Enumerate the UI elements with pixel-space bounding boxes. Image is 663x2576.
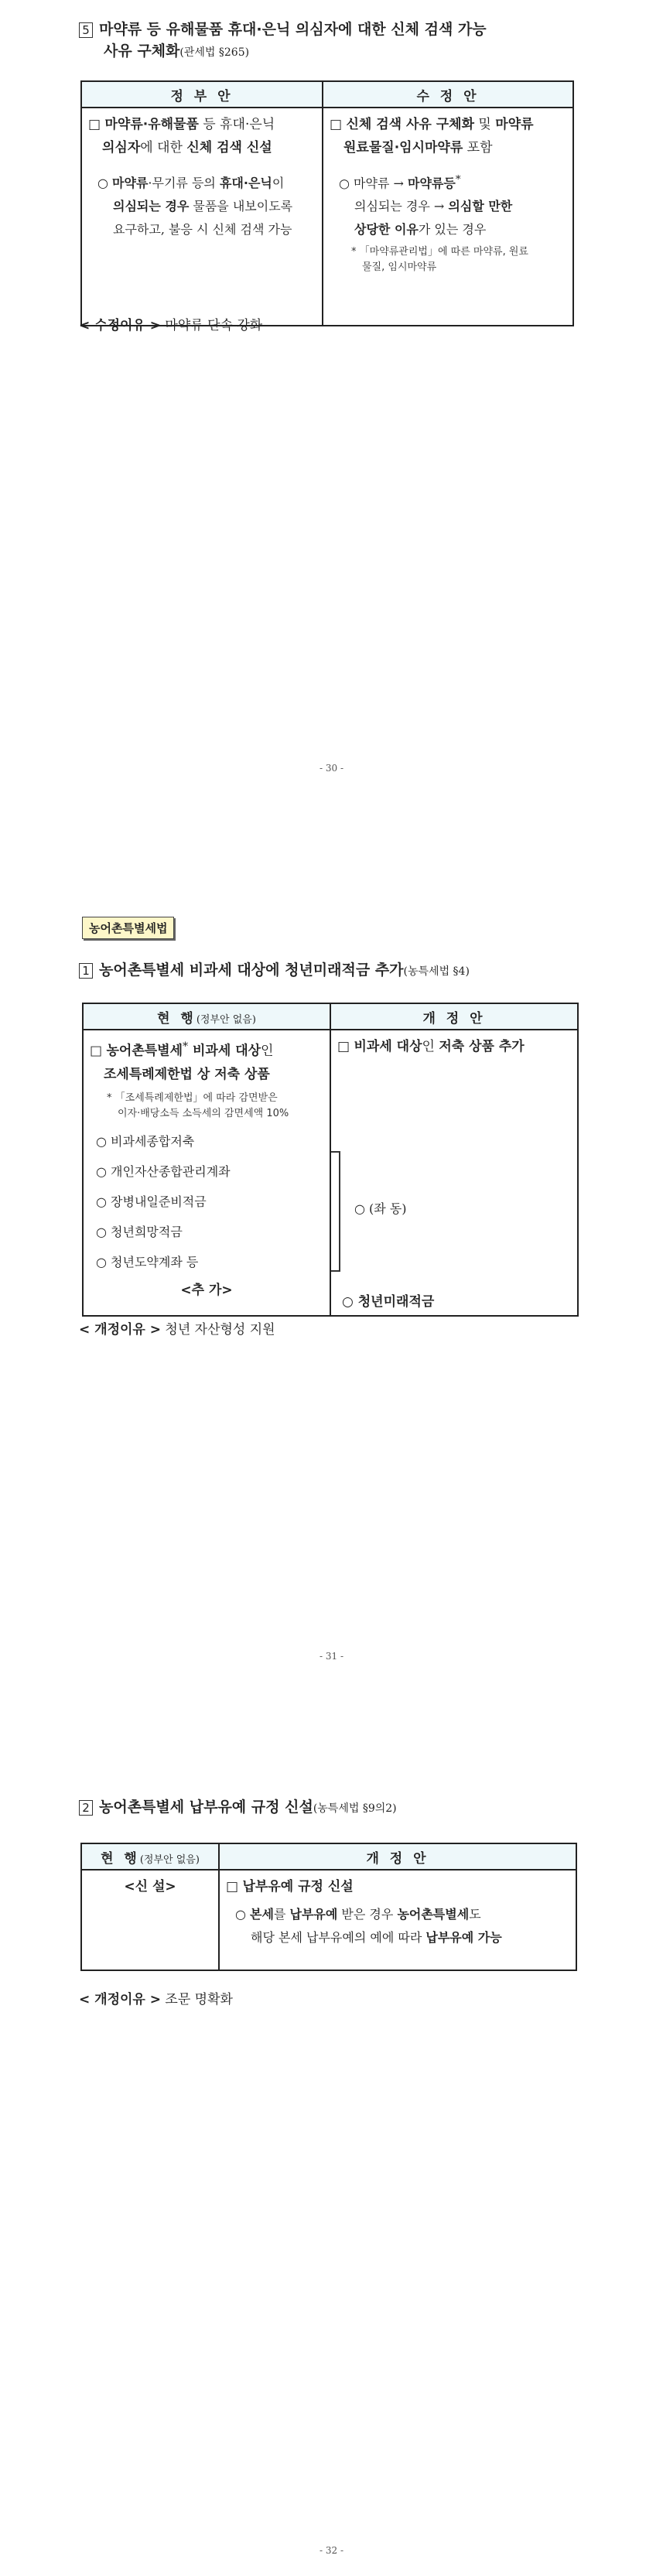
text: 농어촌특별세 <box>397 1907 470 1922</box>
header-text: 현 행 <box>101 1850 140 1867</box>
reason-text: 조문 명확화 <box>165 1992 233 2007</box>
bullet: ○ <box>235 1907 251 1922</box>
header-sub: (정부안 없음) <box>139 1853 200 1866</box>
footnote-text: * 「조세특례제한법」에 따라 감면받은 <box>107 1092 278 1104</box>
page-number: - 32 - <box>319 2545 343 2556</box>
text: 의심되는 경우 <box>113 199 190 214</box>
text: 가 있는 경우 <box>418 222 487 237</box>
text: 마약류·유해물품 <box>104 117 199 132</box>
text: 납부유예 <box>289 1907 338 1922</box>
new-item: ○ 청년미래적금 <box>342 1294 435 1310</box>
bullet: □ <box>226 1879 243 1894</box>
bullet: ○ <box>97 176 113 190</box>
page-number: - 31 - <box>319 1651 343 1662</box>
column-header-amend: 수 정 안 <box>323 81 573 108</box>
text: 농어촌특별세 <box>106 1043 183 1059</box>
section-2-title <box>79 1796 397 1819</box>
text: 조세특례제한법 상 저축 상품 <box>104 1066 270 1082</box>
section-number: 1 <box>79 963 93 979</box>
list-item: ○ 비과세종합저축 <box>96 1133 195 1149</box>
column-header-gov: 정 부 안 <box>81 81 323 108</box>
text: 이 <box>272 176 285 190</box>
law-citation: (농특세법 §4) <box>403 965 470 978</box>
list-item: ○ 청년도약계좌 등 <box>96 1254 199 1269</box>
bullet: □ <box>88 117 105 132</box>
bullet: □ <box>330 117 347 132</box>
text: 의심자 <box>102 140 141 155</box>
new-provision-marker: <신 설> <box>124 1879 176 1894</box>
text: 인 <box>261 1043 274 1059</box>
header-sub: (정부안 없음) <box>196 1013 256 1026</box>
page-number: - 30 - <box>319 763 343 774</box>
text: ○ 마약류 → <box>339 176 408 191</box>
column-header-current <box>81 1843 219 1870</box>
text: 도 <box>469 1907 481 1922</box>
revision-reason-s5 <box>79 316 262 336</box>
footnote-text: 물질, 임시마약류 <box>362 261 437 274</box>
section-1-title <box>79 959 470 982</box>
column-header-amend: 개 정 안 <box>219 1843 576 1870</box>
text: 해당 본세 납부유예의 예에 따라 <box>251 1930 426 1945</box>
list-item: ○ 개인자산종합관리계좌 <box>96 1163 231 1179</box>
text: 를 <box>273 1907 290 1922</box>
comparison-table-s1 <box>82 1003 579 1317</box>
header-text: 현 행 <box>157 1010 197 1027</box>
text: 물품을 내보이도록 <box>189 199 293 214</box>
same-as-left: ○ (좌 동) <box>354 1201 407 1216</box>
text: 상당한 이유 <box>354 222 419 237</box>
title-line-2: 사유 구체화 <box>104 43 180 60</box>
text: 비과세 대상 <box>354 1039 422 1054</box>
revision-reason-s1 <box>79 1320 275 1340</box>
text: 마약류등 <box>408 176 456 191</box>
text: 휴대·은닉 <box>219 176 272 190</box>
reason-label: < 수정이유 > <box>79 318 162 333</box>
text: 마약류 <box>112 176 149 190</box>
list-item: ○ 장병내일준비적금 <box>96 1194 207 1209</box>
bracket-shape <box>331 1151 340 1272</box>
text: 납부유예 규정 신설 <box>242 1879 354 1894</box>
text: 마약류 <box>495 117 534 132</box>
text: 에 대한 <box>140 140 187 155</box>
text: 저축 상품 추가 <box>439 1039 525 1054</box>
comparison-table-s5 <box>80 80 574 326</box>
reason-text: 청년 자산형성 지원 <box>165 1322 275 1338</box>
column-header-amend: 개 정 안 <box>330 1003 578 1030</box>
text: 포함 <box>463 140 493 155</box>
reason-text: 마약류 단속 강화 <box>165 318 263 333</box>
title-text: 농어촌특별세 납부유예 규정 신설 <box>99 1799 313 1816</box>
title-line-1: 마약류 등 유해물품 휴대·은닉 의심자에 대한 신체 검색 가능 <box>99 21 487 38</box>
footnote-mark: * <box>455 174 461 186</box>
text: 등 휴대·은닉 <box>198 117 275 132</box>
law-tag: 농어촌특별세법 <box>82 917 174 939</box>
section-number: 2 <box>79 1800 93 1816</box>
bullet: □ <box>90 1043 107 1059</box>
text: 신체 검색 신설 <box>186 140 272 155</box>
addition-marker: <추 가> <box>180 1282 233 1298</box>
revision-reason-s2 <box>79 1990 233 2010</box>
law-citation: (농특세법 §9의2) <box>313 1802 397 1815</box>
section-5-title <box>79 19 582 63</box>
current-law-cell <box>83 1030 330 1316</box>
text: 받은 경우 <box>337 1907 398 1922</box>
section-number: 5 <box>79 22 93 38</box>
text: 비과세 대상 <box>188 1043 261 1059</box>
text: 의심할 만한 <box>448 199 513 214</box>
comparison-table-s2 <box>80 1843 577 1971</box>
amendment-cell <box>323 108 573 326</box>
list-item: ○ 청년희망적금 <box>96 1224 183 1239</box>
text: 원료물질·임시마약류 <box>343 140 463 155</box>
bullet: □ <box>337 1039 354 1054</box>
amendment-cell <box>330 1030 578 1316</box>
amendment-cell <box>219 1870 576 1970</box>
reason-label: < 개정이유 > <box>79 1322 162 1338</box>
text: 납부유예 가능 <box>425 1930 502 1945</box>
text: 요구하고, 불응 시 신체 검색 가능 <box>113 222 292 237</box>
text: 인 <box>422 1039 439 1054</box>
text: 신체 검색 사유 구체화 <box>346 117 475 132</box>
column-header-current <box>83 1003 330 1030</box>
footnote-mark: * <box>183 1040 189 1053</box>
text: 의심되는 경우 → <box>354 199 449 214</box>
current-law-cell <box>81 1870 219 1970</box>
law-citation: (관세법 §265) <box>179 46 250 59</box>
footnote-text: 이자·배당소득 소득세의 감면세액 10% <box>118 1107 289 1119</box>
gov-proposal-cell <box>81 108 323 326</box>
text: ·무기류 등의 <box>148 176 220 190</box>
text: 및 <box>474 117 496 132</box>
reason-label: < 개정이유 > <box>79 1992 162 2007</box>
text: 본세 <box>250 1907 274 1922</box>
title-text: 농어촌특별세 비과세 대상에 청년미래적금 추가 <box>99 962 404 979</box>
footnote-text: * 「마약류관리법」에 따른 마약류, 원료 <box>351 246 528 258</box>
